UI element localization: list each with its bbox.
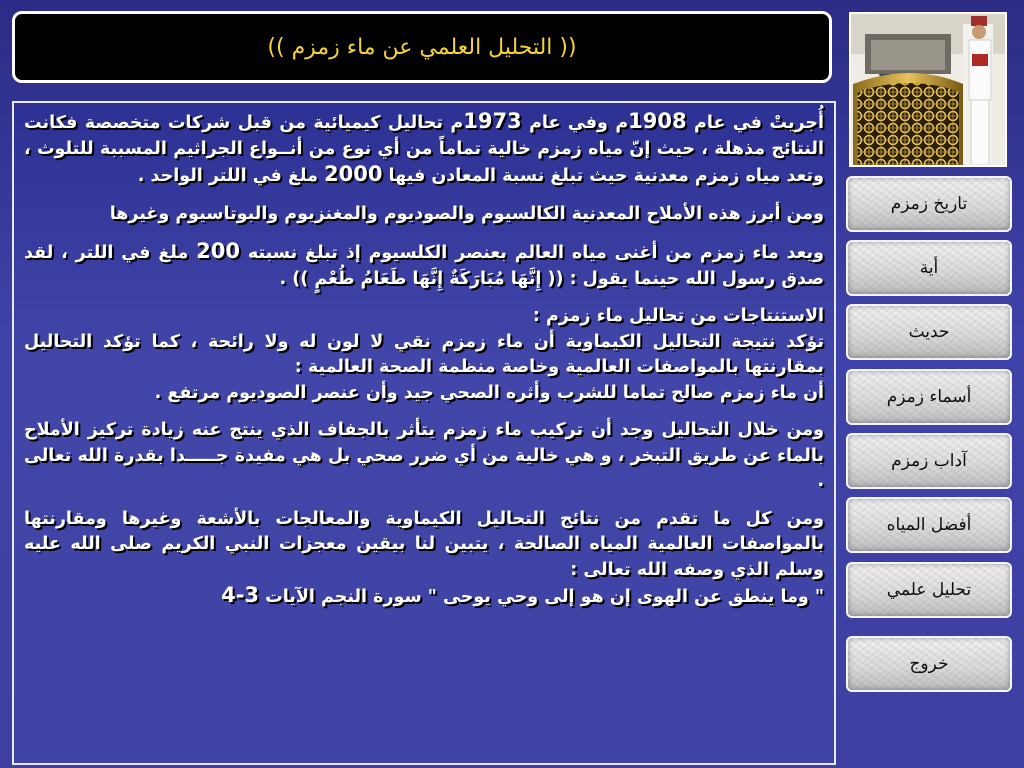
nav-label: تحليل علمي [886, 580, 972, 600]
nav-label: أسماء زمزم [886, 387, 972, 407]
nav-button-hadith[interactable] [846, 304, 1012, 360]
paragraph-summary: ومن كل ما تقدم من نتائج التحاليل الكيماوية والمعالجات بالأشعة وغيرها ومقارنتها بالمواصفات العالمية المياه الصالحة ، يتبين لنا بيقين معجزات النبي الكريم صلى الله عليه وسلم الذي وصفه الله تعالى : [24, 508, 824, 580]
conclusions-line-2: أن ماء زمزم صالح تماما للشرب وأثره الصحي جيد وأن عنصر الصوديوم مرتفع . [154, 382, 824, 403]
text-segment: ملغ في اللتر ، لقد صدق رسول الله حينما يقول : (( إِنَّهَا مُبَارَكَةٌ إِنَّهَا طَعَامُ طُعْمٍ )) . [24, 243, 824, 289]
text-segment: " وما ينطق عن الهوى إن هو إلى وحي يوحى " سورة النجم الآيات [259, 587, 824, 607]
nav-button-zamzam-etiquette[interactable] [846, 433, 1012, 489]
title-bar [12, 11, 832, 83]
page-title: (( التحليل العلمي عن ماء زمزم )) [267, 34, 577, 60]
paragraph-evaporation: ومن خلال التحاليل وجد أن تركيب ماء زمزم يتأثر بالجفاف الذي ينتج عنه زيادة تركيز الأملاح بالماء عن طريق التبخر ، و هي خالية من أي ضرر صحي بل هي مفيدة جـــــدا بقدرة الله تعالى . [24, 420, 824, 491]
nav-button-best-water[interactable] [846, 497, 1012, 553]
nav-button-zamzam-names[interactable] [846, 369, 1012, 425]
nav-button-exit[interactable] [846, 636, 1012, 692]
conclusions-heading: الاستنتاجات من تحاليل ماء زمزم : [532, 306, 824, 326]
text-segment: ملغ في اللتر الواحد . [137, 166, 324, 186]
year-1973: 1973 [463, 109, 522, 133]
content-text [24, 109, 824, 759]
year-1908: 1908 [628, 109, 687, 133]
text-segment: أُجريتْ في عام [686, 113, 825, 133]
zamzam-well-photo [849, 12, 1007, 167]
calcium-value: 200 [196, 239, 241, 263]
text-segment: ويعد ماء زمزم من أغنى مياه العالم بعنصر الكلسيوم إذ تبلغ نسبته [240, 243, 824, 263]
text-segment: م تحاليل كيميائية من قبل شركات متخصصة فكانت النتائج مذهلة ، حيث إنّ مياه زمزم خالية تماماً من أي نوع من أنــواع الجراثيم المسببة للتلوث ، وتعد مياه زمزم معدنية حيث تبلغ نسبة المعادن فيها [24, 113, 824, 186]
paragraph-minerals: ومن أبرز هذه الأملاح المعدنية الكالسيوم والصوديوم والمغنزيوم والبوتاسيوم وغيرها [109, 203, 824, 224]
nav-button-zamzam-history[interactable] [846, 176, 1012, 232]
paragraph-calcium [24, 239, 824, 292]
nav-label: أية [919, 258, 939, 278]
content-panel [12, 101, 836, 765]
nav-label: أفضل المياه [886, 515, 972, 535]
well-illustration-icon [851, 14, 1005, 165]
nav-button-scientific-analysis[interactable] [846, 562, 1012, 618]
paragraph-analysis-years [24, 109, 824, 190]
nav-label: آداب زمزم [891, 451, 967, 471]
paragraph-quran-verse [24, 583, 824, 611]
verse-numbers: 3-4 [221, 583, 260, 607]
nav-label: خروج [909, 654, 949, 674]
conclusions-line-1: تؤكد نتيجة التحاليل الكيماوية أن ماء زمزم نقي لا لون له ولا رائحة ، كما تؤكد التحاليل بمقارنتها بالمواصفات العالمية وخاصة منظمة الصحة العالمية : [24, 331, 824, 377]
nav-label: تاريخ زمزم [890, 194, 968, 214]
nav-label: حديث [908, 322, 950, 342]
text-segment: م وفي عام [521, 113, 629, 133]
nav-button-verse[interactable] [846, 240, 1012, 296]
minerals-value: 2000 [324, 162, 383, 186]
